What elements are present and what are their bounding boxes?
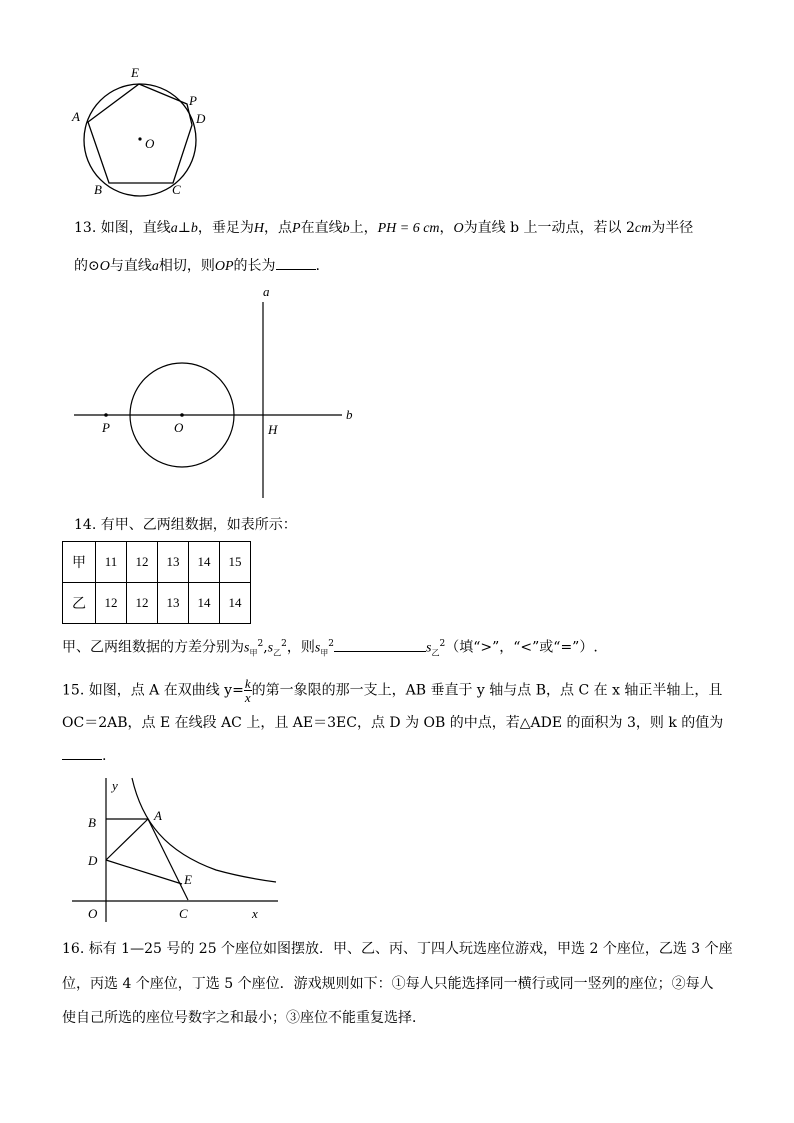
variance-s: s (267, 640, 274, 656)
table-cell: 13 (158, 583, 189, 624)
q13-text: 为直线 b 上一动点，若以 2 (463, 220, 635, 236)
subscript-jia: 甲 (320, 648, 329, 658)
table-cell: 14 (220, 583, 251, 624)
q13-text: 在直线 (300, 220, 343, 236)
q13-text: 如图，直线 (100, 220, 171, 236)
label-H: H (268, 422, 278, 437)
label-C: C (172, 182, 181, 197)
label-B: B (88, 815, 96, 830)
center-dot-o (138, 137, 141, 140)
table-cell: 13 (158, 542, 189, 583)
label-B: B (94, 182, 102, 197)
q13-text: ，点 (264, 220, 293, 236)
segment-ac (148, 819, 188, 900)
q14-text: 甲、乙两组数据的方差分别为 (62, 639, 244, 656)
q16-line-3 (62, 1008, 426, 1028)
label-a: a (263, 284, 270, 299)
q13-text: ，垂足为 (197, 220, 254, 236)
q14-number: 14. (74, 517, 97, 533)
q16-number: 16. (62, 941, 85, 957)
label-A: A (72, 109, 80, 124)
label-O: O (88, 906, 98, 921)
fraction-k-over-x (244, 677, 252, 704)
q13-text: 的长为 (233, 258, 276, 274)
table-cell: 12 (96, 583, 127, 624)
label-O: O (145, 136, 155, 151)
q13-text: 相切，则 (158, 258, 215, 274)
superscript-2: 2 (439, 639, 446, 649)
q15-line-2 (62, 713, 723, 733)
line-b: b (342, 221, 350, 236)
dot-o (180, 413, 184, 417)
q13-text: 的⊙ (74, 258, 100, 274)
q13-line-2 (74, 255, 320, 277)
q16-text: 使自己所选的座位号数字之和最小；③座位不能重复选择． (62, 1010, 426, 1026)
q13-text: 上， (349, 220, 378, 236)
label-E: E (131, 65, 139, 80)
equation-ph: PH = 6 cm (377, 221, 440, 236)
segment-ad (106, 819, 148, 860)
line-a: a (170, 221, 178, 236)
q14-line-1 (74, 515, 297, 535)
perp-symbol: ⊥ (177, 220, 191, 236)
row-label: 甲 (63, 542, 96, 583)
label-D: D (196, 111, 206, 126)
label-P: P (189, 93, 197, 108)
line-b: b (190, 221, 198, 236)
answer-blank[interactable] (62, 745, 102, 760)
label-A: A (154, 808, 162, 823)
q14-line-2 (62, 634, 598, 663)
label-y: y (112, 778, 118, 793)
pentagon-abcde (88, 84, 192, 183)
denominator-x: x (244, 690, 251, 705)
answer-blank[interactable] (334, 637, 426, 652)
table-cell: 14 (189, 542, 220, 583)
line-a: a (151, 259, 159, 274)
label-O: O (174, 420, 184, 435)
subscript-yi: 乙 (431, 648, 440, 658)
point-o: O (453, 221, 464, 236)
q15-text: 的第一象限的那一支上，AB 垂直于 y 轴与点 B，点 C 在 x 轴正半轴上，且 (251, 682, 723, 699)
table-row (63, 542, 251, 583)
q15-line-3 (62, 745, 106, 766)
variance-s: s (314, 640, 321, 656)
label-P: P (102, 420, 110, 435)
q15-line-1 (62, 677, 722, 704)
q16-text: 位，丙选 4 个座位，丁选 5 个座位．游戏规则如下：①每人只能选择同一横行或同一竖列的座位；②每人 (62, 976, 714, 992)
q15-number: 15. (62, 682, 85, 699)
point-o: O (99, 259, 110, 274)
q14-text: （填“>”，“<”或“=”）. (445, 639, 598, 656)
figure-hyperbola (66, 772, 286, 924)
figure-lines-circle (66, 280, 366, 505)
label-E: E (184, 872, 192, 887)
subscript-jia: 甲 (249, 648, 258, 658)
label-C: C (179, 906, 188, 921)
superscript-2: 2 (281, 639, 287, 649)
variance-s: s (244, 640, 250, 656)
subscript-yi: 乙 (273, 648, 282, 658)
row-label: 乙 (63, 583, 96, 624)
q14-text: ，则 (286, 639, 315, 656)
q13-text: . (315, 258, 320, 274)
label-D: D (88, 853, 98, 868)
table-cell: 11 (96, 542, 127, 583)
variance-s: s (426, 640, 432, 656)
q16-text: 标有 1—25 号的 25 个座位如图摆放．甲、乙、丙、丁四人玩选座位游戏，甲选 2 个座位，乙选 3 个座 (88, 941, 733, 957)
table-cell: 14 (189, 583, 220, 624)
answer-blank[interactable] (276, 255, 316, 270)
q15-text: 如图，点 A 在双曲线 y= (88, 682, 244, 699)
table-cell: 12 (127, 542, 158, 583)
superscript-2: 2 (328, 639, 335, 649)
label-x: x (252, 906, 258, 921)
table-cell: 12 (127, 583, 158, 624)
q16-line-1 (62, 939, 733, 959)
superscript-2: 2 (257, 639, 264, 649)
q13-number: 13. (74, 220, 97, 236)
q13-text: ， (439, 220, 454, 236)
point-h: H (253, 221, 265, 236)
q13-text: 为半径 (651, 220, 694, 236)
numerator-k: k (244, 676, 251, 691)
figure-circle-pentagon (66, 64, 236, 199)
dot-p (104, 413, 108, 417)
q15-text: . (102, 748, 107, 764)
q13-line-1 (74, 218, 693, 239)
unit-cm: cm (634, 221, 652, 236)
table-cell: 15 (220, 542, 251, 583)
q14-text: 有甲、乙两组数据，如表所示： (100, 517, 297, 533)
segment-op: OP (214, 259, 234, 274)
comma: , (263, 639, 268, 656)
q15-text: OC＝2AB，点 E 在线段 AC 上，且 AE＝3EC，点 D 为 OB 的中点，若△ADE 的面积为 3，则 k 的值为 (62, 715, 724, 731)
data-table (62, 541, 251, 624)
table-row (63, 583, 251, 624)
q13-text: 与直线 (109, 258, 152, 274)
point-p: P (292, 221, 301, 236)
label-b: b (346, 407, 353, 422)
q16-line-2 (62, 974, 714, 994)
